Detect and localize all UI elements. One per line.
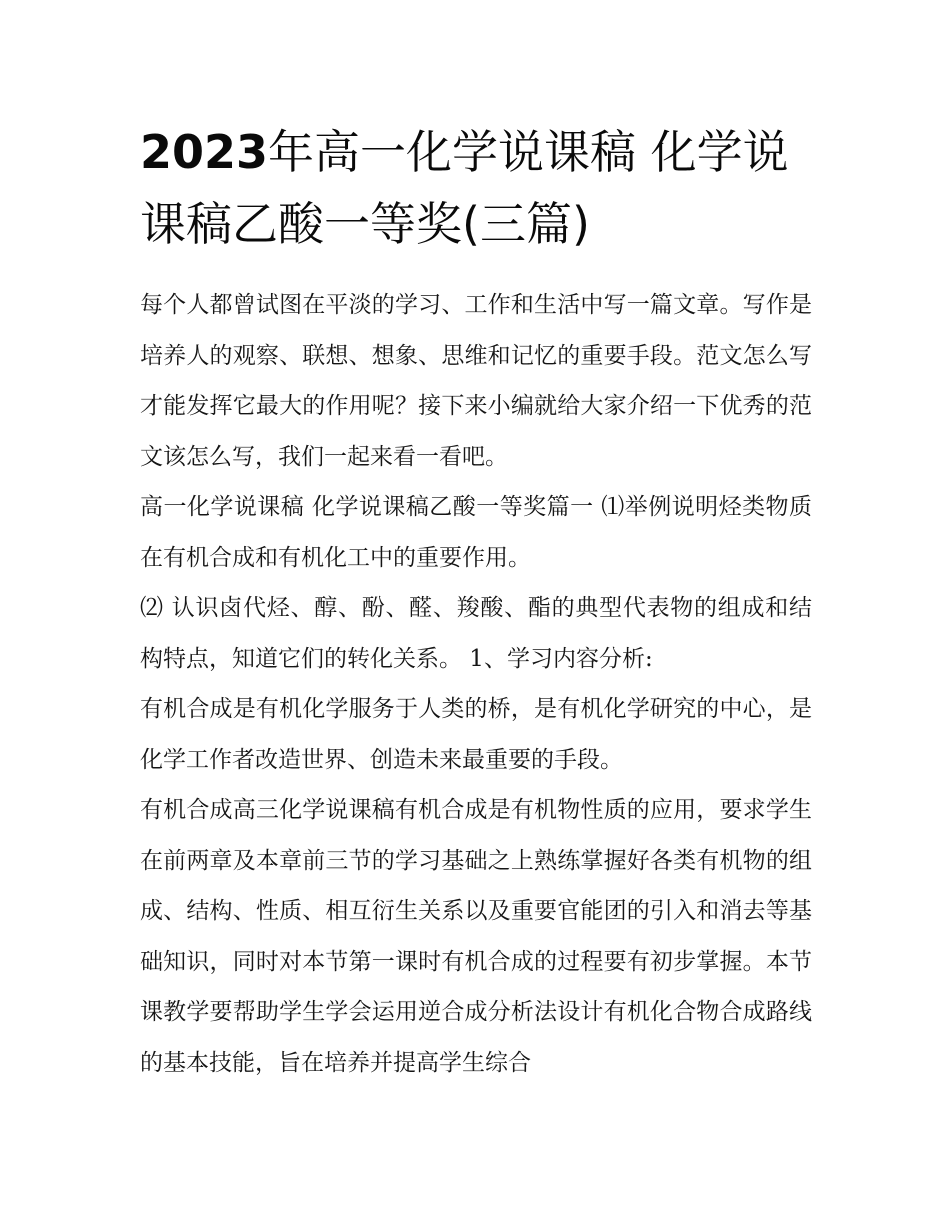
- title-text: 年高一化学说课稿 化学说课稿乙酸一等奖(三篇): [140, 125, 789, 251]
- paragraph-objective-two: ⑵ 认识卤代烃、醇、酚、醛、羧酸、酯的典型代表物的组成和结构特点，知道它们的转化关系。 1、学习内容分析:: [140, 595, 812, 672]
- paragraph-intro: 每个人都曾试图在平淡的学习、工作和生活中写一篇文章。写作是培养人的观察、联想、想象、思维和记忆的重要手段。范文怎么写才能发挥它最大的作用呢？接下来小编就给大家介绍一下优秀的范文该怎么写，我们一起来看一看吧。: [140, 292, 812, 470]
- document-body: [140, 280, 812, 1088]
- title-year: 2023: [140, 125, 269, 179]
- paragraph-section-one: 高一化学说课稿 化学说课稿乙酸一等奖篇一 ⑴举例说明烃类物质在有机合成和有机化工中的重要作用。: [140, 494, 812, 571]
- document-title: [140, 116, 820, 260]
- paragraph-synthesis-analysis: 有机合成高三化学说课稿有机合成是有机物性质的应用，要求学生在前两章及本章前三节的学习基础之上熟练掌握好各类有机物的组成、结构、性质、相互衍生关系以及重要官能团的引入和消去等基础知识，同时对本节第一课时有机合成的过程要有初步掌握。本节课教学要帮助学生学会运用逆合成分析法设计有机化合物合成路线的基本技能，旨在培养并提高学生综合: [140, 797, 812, 1076]
- paragraph-synthesis-role: 有机合成是有机化学服务于人类的桥，是有机化学研究的中心，是化学工作者改造世界、创造未来最重要的手段。: [140, 696, 812, 773]
